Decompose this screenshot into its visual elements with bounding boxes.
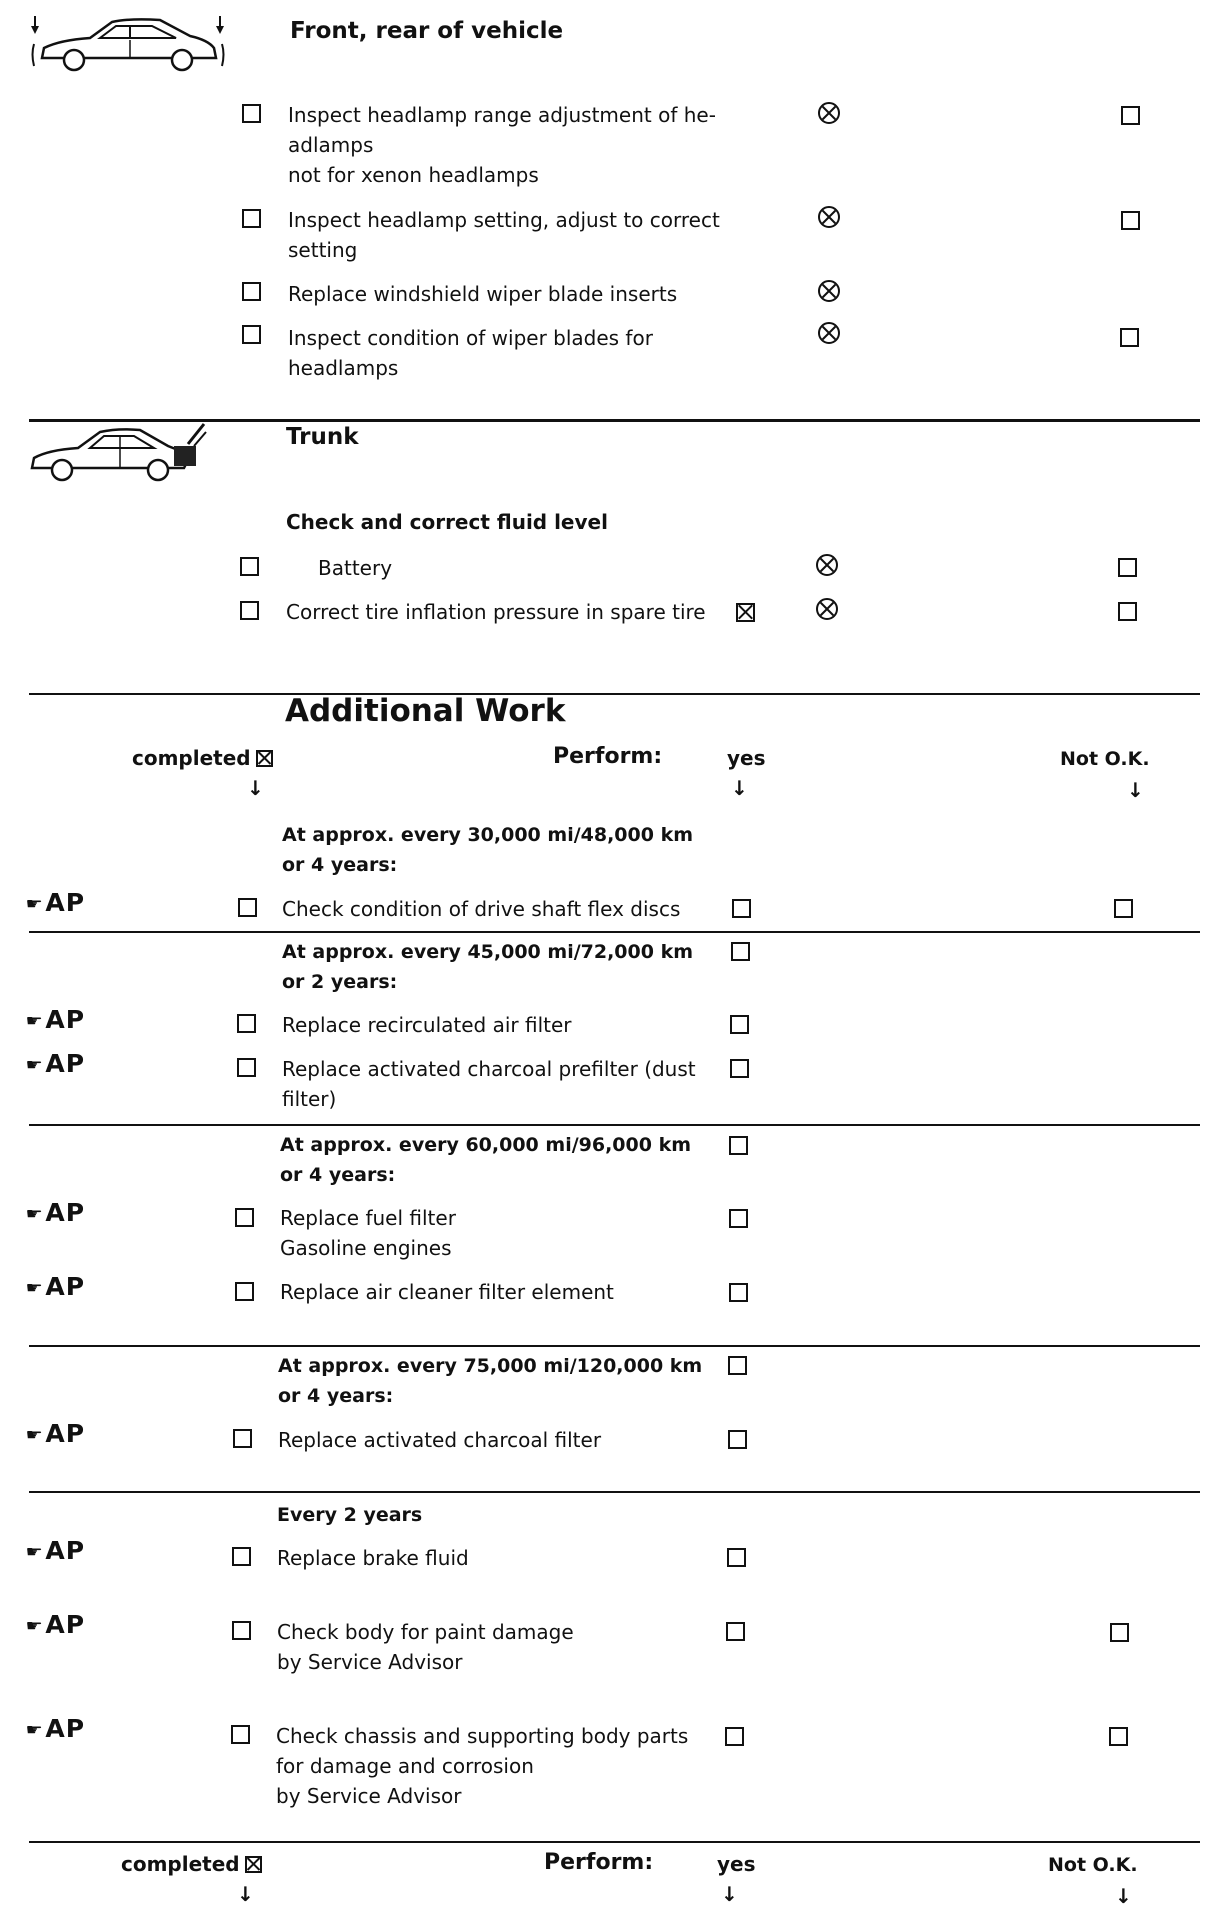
section-title-trunk: Trunk bbox=[286, 424, 359, 450]
yes-checkbox[interactable] bbox=[726, 1622, 745, 1641]
yes-checkbox[interactable] bbox=[732, 899, 751, 918]
completed-checkbox[interactable] bbox=[240, 557, 259, 576]
interval-heading: At approx. every 75,000 mi/120,000 km or 4 years: bbox=[278, 1355, 703, 1407]
completed-checkbox[interactable] bbox=[237, 1058, 256, 1077]
completed-checkbox[interactable] bbox=[242, 325, 261, 344]
pointing-hand-icon: ☛ bbox=[25, 894, 44, 913]
ap-label: ☛AP bbox=[25, 1419, 86, 1448]
task-text: Replace brake fluid bbox=[277, 1546, 469, 1570]
pointing-hand-icon: ☛ bbox=[25, 1055, 44, 1074]
completed-checkbox[interactable] bbox=[235, 1282, 254, 1301]
column-header-yes: yes bbox=[727, 746, 766, 770]
ap-label: ☛AP bbox=[25, 1198, 86, 1227]
not-ok-checkbox[interactable] bbox=[1118, 602, 1137, 621]
task-text: Replace activated charcoal filter bbox=[278, 1428, 602, 1452]
checked-checkbox[interactable] bbox=[736, 603, 755, 622]
completed-checkbox[interactable] bbox=[237, 1014, 256, 1033]
interval-heading: At approx. every 60,000 mi/96,000 km or 4 years: bbox=[280, 1134, 692, 1186]
pointing-hand-icon: ☛ bbox=[25, 1425, 44, 1444]
completed-checkbox[interactable] bbox=[233, 1429, 252, 1448]
yes-checkbox[interactable] bbox=[729, 1209, 748, 1228]
task-text: Replace air cleaner filter element bbox=[280, 1280, 614, 1304]
ap-label: ☛AP bbox=[25, 1005, 86, 1034]
ap-label: ☛AP bbox=[25, 1610, 86, 1639]
not-ok-checkbox[interactable] bbox=[1120, 328, 1139, 347]
not-ok-checkbox[interactable] bbox=[1121, 211, 1140, 230]
yes-checkbox[interactable] bbox=[728, 1356, 747, 1375]
pointing-hand-icon: ☛ bbox=[25, 1278, 44, 1297]
task-text: Check chassis and supporting body parts for damage and corrosion by Service Advisor bbox=[276, 1724, 689, 1808]
task-text: Inspect headlamp range adjustment of he- adlamps not for xenon headlamps bbox=[288, 103, 716, 187]
not-ok-checkbox[interactable] bbox=[1121, 106, 1140, 125]
down-arrow-icon: ↓ bbox=[1115, 1884, 1132, 1908]
not-ok-checkbox[interactable] bbox=[1114, 899, 1133, 918]
ap-label: ☛AP bbox=[25, 1536, 86, 1565]
down-arrow-icon: ↓ bbox=[731, 776, 748, 800]
column-header-not-ok: Not O.K. bbox=[1060, 748, 1150, 770]
pointing-hand-icon: ☛ bbox=[25, 1011, 44, 1030]
completed-checkbox[interactable] bbox=[231, 1725, 250, 1744]
down-arrow-icon: ↓ bbox=[1127, 778, 1144, 802]
yes-checkbox[interactable] bbox=[728, 1430, 747, 1449]
task-text: Inspect condition of wiper blades for headlamps bbox=[288, 326, 653, 380]
completed-checkbox[interactable] bbox=[232, 1621, 251, 1640]
task-text: Replace recirculated air filter bbox=[282, 1013, 572, 1037]
subheading: Check and correct fluid level bbox=[286, 510, 608, 534]
yes-checkbox[interactable] bbox=[729, 1283, 748, 1302]
yes-checkbox[interactable] bbox=[727, 1548, 746, 1567]
ap-label: ☛AP bbox=[25, 888, 86, 917]
pointing-hand-icon: ☛ bbox=[25, 1542, 44, 1561]
not-ok-checkbox[interactable] bbox=[1109, 1727, 1128, 1746]
column-header-yes: yes bbox=[717, 1852, 756, 1876]
ap-label: ☛AP bbox=[25, 1049, 86, 1078]
completed-checkbox[interactable] bbox=[232, 1547, 251, 1566]
interval-heading: At approx. every 30,000 mi/48,000 km or 4 years: bbox=[282, 824, 694, 876]
section-divider bbox=[29, 1491, 1200, 1493]
required-marker-icon bbox=[818, 102, 840, 124]
required-marker-icon bbox=[818, 206, 840, 228]
column-header-completed: completed bbox=[132, 746, 273, 770]
required-marker-icon bbox=[818, 280, 840, 302]
completed-checkbox[interactable] bbox=[235, 1208, 254, 1227]
column-header-not-ok: Not O.K. bbox=[1048, 1854, 1138, 1876]
down-arrow-icon: ↓ bbox=[247, 776, 264, 800]
car-trunk-icon bbox=[28, 420, 208, 482]
task-text: Replace fuel filter Gasoline engines bbox=[280, 1206, 456, 1260]
required-marker-icon bbox=[818, 322, 840, 344]
section-divider bbox=[29, 1124, 1200, 1126]
column-header-completed: completed bbox=[121, 1852, 262, 1876]
task-text: Battery bbox=[318, 556, 393, 580]
interval-heading: Every 2 years bbox=[277, 1504, 423, 1526]
ap-label: ☛AP bbox=[25, 1272, 86, 1301]
section-divider bbox=[29, 931, 1200, 933]
required-marker-icon bbox=[816, 554, 838, 576]
task-text: Inspect headlamp setting, adjust to correct setting bbox=[288, 208, 720, 262]
yes-checkbox[interactable] bbox=[725, 1727, 744, 1746]
section-divider bbox=[29, 693, 1200, 695]
checked-box-icon bbox=[256, 750, 273, 767]
task-text: Correct tire inflation pressure in spare tire bbox=[286, 600, 706, 624]
completed-checkbox[interactable] bbox=[242, 209, 261, 228]
yes-checkbox[interactable] bbox=[730, 1015, 749, 1034]
yes-checkbox[interactable] bbox=[730, 1059, 749, 1078]
completed-checkbox[interactable] bbox=[240, 601, 259, 620]
column-header-perform: Perform: bbox=[553, 744, 663, 769]
down-arrow-icon: ↓ bbox=[237, 1882, 254, 1906]
section-divider bbox=[29, 1345, 1200, 1347]
completed-checkbox[interactable] bbox=[242, 104, 261, 123]
task-text: Check condition of drive shaft flex discs bbox=[282, 897, 681, 921]
section-divider bbox=[29, 1841, 1200, 1843]
pointing-hand-icon: ☛ bbox=[25, 1616, 44, 1635]
required-marker-icon bbox=[816, 598, 838, 620]
not-ok-checkbox[interactable] bbox=[1110, 1623, 1129, 1642]
completed-checkbox[interactable] bbox=[242, 282, 261, 301]
interval-heading: At approx. every 45,000 mi/72,000 km or 2 years: bbox=[282, 941, 694, 993]
car-front-rear-icon bbox=[30, 14, 230, 76]
ap-label: ☛AP bbox=[25, 1714, 86, 1743]
yes-checkbox[interactable] bbox=[729, 1136, 748, 1155]
section-title-additional-work: Additional Work bbox=[285, 693, 566, 729]
yes-checkbox[interactable] bbox=[731, 942, 750, 961]
pointing-hand-icon: ☛ bbox=[25, 1204, 44, 1223]
task-text: Replace windshield wiper blade inserts bbox=[288, 282, 678, 306]
task-text: Check body for paint damage by Service Advisor bbox=[277, 1620, 574, 1674]
not-ok-checkbox[interactable] bbox=[1118, 558, 1137, 577]
column-header-perform: Perform: bbox=[544, 1850, 654, 1875]
pointing-hand-icon: ☛ bbox=[25, 1720, 44, 1739]
task-text: Replace activated charcoal prefilter (dust filter) bbox=[282, 1057, 696, 1111]
checked-box-icon bbox=[245, 1856, 262, 1873]
down-arrow-icon: ↓ bbox=[721, 1882, 738, 1906]
section-title-front: Front, rear of vehicle bbox=[290, 18, 564, 44]
completed-checkbox[interactable] bbox=[238, 898, 257, 917]
